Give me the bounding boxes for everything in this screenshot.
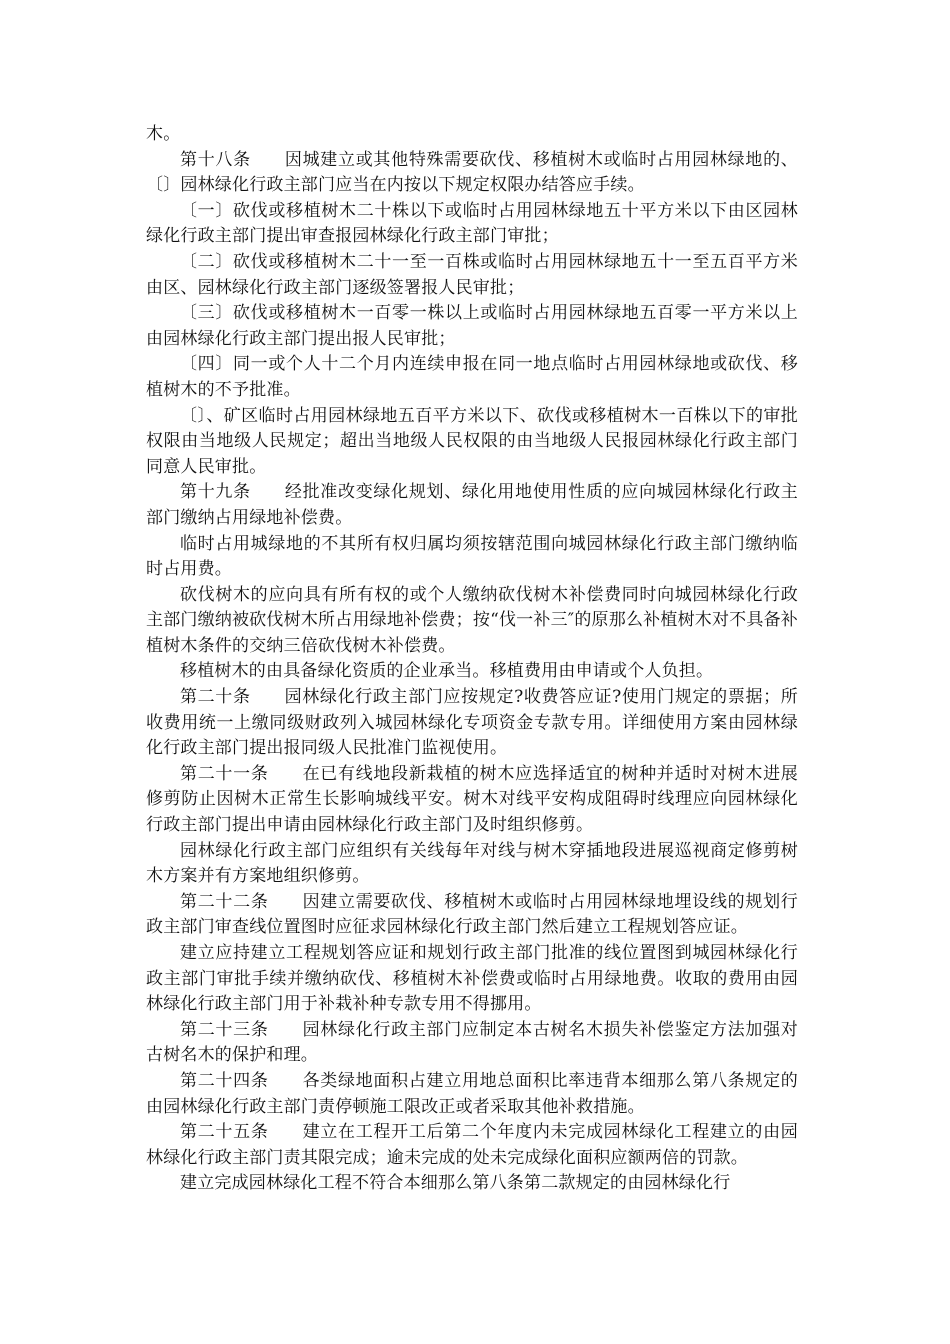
paragraph <box>146 941 798 1018</box>
article-number: 第二十一条 <box>180 763 269 784</box>
paragraph <box>146 480 798 531</box>
paragraph-text: 移植树木的由具备绿化资质的企业承当。移植费用由申请或个人负担。 <box>180 661 714 682</box>
paragraph <box>146 762 798 839</box>
paragraph-text: 园林绿化行政主部门应按规定?收费答应证?使用门规定的票据；所收费用统一上缴同级财政列入城园林绿化专项资金专款专用。详细使用方案由园林绿化行政主部门提出报同级人民批准门监视使用。 <box>146 687 798 759</box>
paragraph <box>146 532 798 583</box>
paragraph-text: 〔二〕砍伐或移植树木二十一至一百株或临时占用园林绿地五十一至五百平方米由区、园林绿化行政主部门逐级签署报人民审批； <box>146 251 798 298</box>
paragraph-text: 〔三〕砍伐或移植树木一百零一株以上或临时占用园林绿地五百零一平方米以上由园林绿化行政主部门提出报人民审批； <box>146 303 798 349</box>
paragraph-text: 园林绿化行政主部门应制定本古树名木损失补偿鉴定方法加强对古树名木的保护和理。 <box>146 1019 798 1066</box>
paragraph <box>146 199 798 250</box>
paragraph-text: 园林绿化行政主部门应组织有关线每年对线与树木穿插地段进展巡视商定修剪树木方案并有方案地组织修剪。 <box>146 840 798 887</box>
article-number: 第十九条 <box>180 482 251 503</box>
article-number: 第二十二条 <box>180 891 269 912</box>
paragraph <box>146 122 798 148</box>
paragraph <box>146 1120 798 1171</box>
paragraph <box>146 685 798 762</box>
paragraph-text: 建立完成园林绿化工程不符合本细那么第八条第二款规定的由园林绿化行 <box>180 1173 731 1194</box>
paragraph-text: 砍伐树木的应向具有所有权的或个人缴纳砍伐树木补偿费同时向城园林绿化行政主部门缴纳被砍伐树木所占用绿地补偿费；按“伐一补三″的原那么补植树木对不具备补植树木条件的交纳三倍砍伐树木补偿费。 <box>146 584 798 656</box>
paragraph <box>146 1171 798 1197</box>
article-number: 第二十四条 <box>180 1070 269 1091</box>
paragraph-text: 〔〕、矿区临时占用园林绿地五百平方米以下、砍伐或移植树木一百株以下的审批权限由当地级人民规定；超出当地级人民权限的由当地级人民报园林绿化行政主部门同意人民审批。 <box>146 405 798 477</box>
article-number: 第二十五条 <box>180 1122 269 1143</box>
paragraph-text: 因建立需要砍伐、移植树木或临时占用园林绿地埋设线的规划行政主部门审查线位置图时应征求园林绿化行政主部门然后建立工程规划答应证。 <box>146 891 798 938</box>
paragraph <box>146 839 798 890</box>
paragraph-text: 临时占用城绿地的不其所有权归属均须按辖范围向城园林绿化行政主部门缴纳临时占用费。 <box>146 533 798 580</box>
paragraph-text: 经批准改变绿化规划、绿化用地使用性质的应向城园林绿化行政主部门缴纳占用绿地补偿费。 <box>146 482 798 528</box>
paragraph-text: 建立应持建立工程规划答应证和规划行政主部门批准的线位置图到城园林绿化行政主部门审批手续并缴纳砍伐、移植树木补偿费或临时占用绿地费。收取的费用由园林绿化行政主部门用于补栽补种专款专用不得挪用。 <box>146 943 798 1015</box>
paragraph-text: 各类绿地面积占建立用地总面积比率违背本细那么第八条规定的由园林绿化行政主部门责停顿施工限改正或者采取其他补救措施。 <box>146 1070 798 1117</box>
paragraph-text: 因城建立或其他特殊需要砍伐、移植树木或临时占用园林绿地的、〔〕园林绿化行政主部门应当在内按以下规定权限办结答应手续。 <box>146 149 798 196</box>
paragraph-text: 建立在工程开工后第二个年度内未完成园林绿化工程建立的由园林绿化行政主部门责其限完成；逾未完成的处未完成绿化面积应额两倍的罚款。 <box>146 1122 798 1168</box>
paragraph <box>146 352 798 403</box>
paragraph <box>146 404 798 481</box>
paragraph <box>146 250 798 301</box>
paragraph <box>146 301 798 352</box>
paragraph-text: 〔一〕砍伐或移植树木二十株以下或临时占用园林绿地五十平方米以下由区园林绿化行政主部门提出审查报园林绿化行政主部门审批； <box>146 200 798 247</box>
paragraph <box>146 1069 798 1120</box>
paragraph-text: 〔四〕同一或个人十二个月内连续申报在同一地点临时占用园林绿地或砍伐、移植树木的不予批准。 <box>146 354 798 400</box>
paragraph-text: 木。 <box>146 124 181 144</box>
article-number: 第二十三条 <box>180 1019 269 1040</box>
paragraph <box>146 1018 798 1069</box>
article-number: 第二十条 <box>180 687 251 708</box>
article-number: 第十八条 <box>180 149 251 170</box>
paragraph <box>146 583 798 660</box>
paragraph <box>146 148 798 199</box>
paragraph <box>146 890 798 941</box>
paragraph-text: 在已有线地段新栽植的树木应选择适宜的树种并适时对树木进展修剪防止因树木正常生长影响城线平安。树木对线平安构成阻碍时线理应向园林绿化行政主部门提出申请由园林绿化行政主部门及时组织修剪。 <box>146 763 798 836</box>
document-page <box>146 122 798 1197</box>
paragraph <box>146 659 798 685</box>
